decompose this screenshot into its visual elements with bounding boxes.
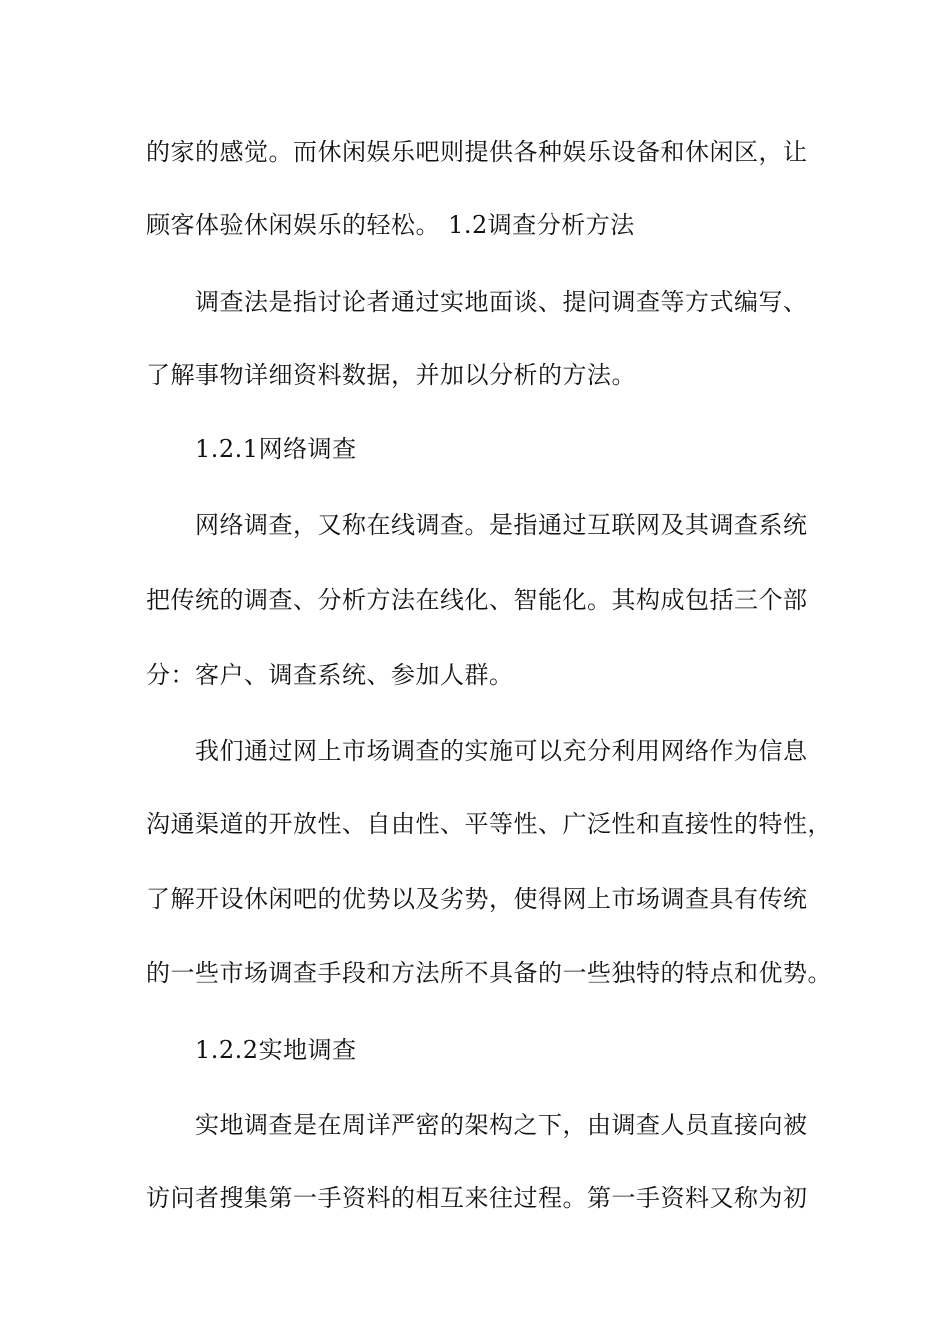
section-heading-network-survey: 1.2.1网络调查 — [195, 435, 357, 463]
paragraph-line-1: 的家的感觉。而休闲娱乐吧则提供各种娱乐设备和休闲区，让 — [146, 138, 808, 166]
paragraph-line-6: 网络调查，又称在线调查。是指通过互联网及其调查系统 — [195, 511, 808, 539]
paragraph-line-3: 调查法是指讨论者通过实地面谈、提问调查等方式编写、 — [195, 288, 808, 316]
paragraph-line-10: 沟通渠道的开放性、自由性、平等性、广泛性和直接性的特性， — [146, 810, 832, 838]
paragraph-line-15: 访问者搜集第一手资料的相互来往过程。第一手资料又称为初 — [146, 1184, 808, 1212]
paragraph-line-8: 分：客户、调查系统、参加人群。 — [146, 661, 514, 689]
paragraph-line-9: 我们通过网上市场调查的实施可以充分利用网络作为信息 — [195, 737, 808, 765]
paragraph-line-14: 实地调查是在周详严密的架构之下，由调查人员直接向被 — [195, 1111, 808, 1139]
section-heading-field-survey: 1.2.2实地调查 — [195, 1036, 357, 1064]
paragraph-line-11: 了解开设休闲吧的优势以及劣势，使得网上市场调查具有传统 — [146, 885, 808, 913]
paragraph-line-4: 了解事物详细资料数据，并加以分析的方法。 — [146, 361, 636, 389]
paragraph-line-12: 的一些市场调查手段和方法所不具备的一些独特的特点和优势。 — [146, 959, 832, 987]
paragraph-line-2: 顾客体验休闲娱乐的轻松。 1.2调查分析方法 — [146, 211, 635, 239]
paragraph-line-7: 把传统的调查、分析方法在线化、智能化。其构成包括三个部 — [146, 586, 808, 614]
